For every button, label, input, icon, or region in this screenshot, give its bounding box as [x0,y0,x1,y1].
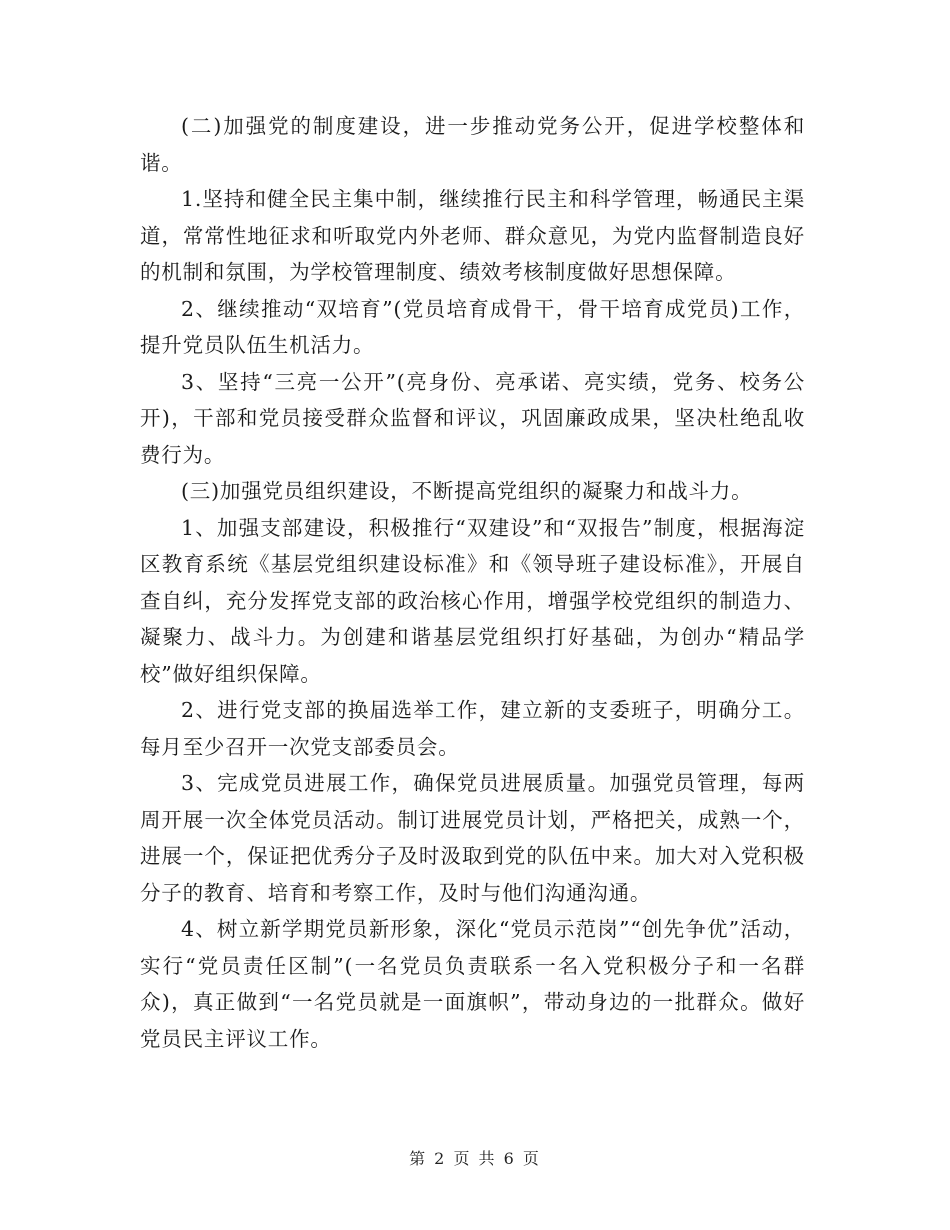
paragraph-item-2: 2、继续推动“双培育”(党员培育成骨干，骨干培育成党员)工作，提升党员队伍生机活力。 [140,296,805,357]
paragraph-item-4: 4、树立新学期党员新形象，深化“党员示范岗”“创先争优”活动，实行“党员责任区制”(一名党员负责联系一名入党积极分子和一名群众)，真正做到“一名党员就是一面旗帜”，带动身边的一批群众。做好党员民主评议工作。 [140,917,805,1051]
paragraph-item-1: 1、加强支部建设，积极推行“双建设”和“双报告”制度，根据海淀区教育系统《基层党组织建设标准》和《领导班子建设标准》，开展自查自纠，充分发挥党支部的政治核心作用，增强学校党组织的制造力、凝聚力、战斗力。为创建和谐基层党组织打好基础，为创办“精品学校”做好组织保障。 [140,515,805,686]
paragraph-item-2: 2、进行党支部的换届选举工作，建立新的支委班子，明确分工。每月至少召开一次党支部委员会。 [140,698,805,759]
section-heading-2: (二)加强党的制度建设，进一步推动党务公开，促进学校整体和谐。 [140,114,805,175]
page-number-footer: 第 2 页 共 6 页 [409,1149,541,1168]
section-heading-3: (三)加强党员组织建设，不断提高党组织的凝聚力和战斗力。 [181,479,753,503]
paragraph-item-3: 3、坚持“三亮一公开”(亮身份、亮承诺、亮实绩，党务、校务公开)，干部和党员接受群众监督和评议，巩固廉政成果，坚决杜绝乱收费行为。 [140,369,805,467]
document-body [140,108,805,1057]
paragraph-item-1: 1.坚持和健全民主集中制，继续推行民主和科学管理，畅通民主渠道，常常性地征求和听取党内外老师、群众意见，为党内监督制造良好的机制和氛围，为学校管理制度、绩效考核制度做好思想保障。 [140,187,805,284]
paragraph-item-3: 3、完成党员进展工作，确保党员进展质量。加强党员管理，每两周开展一次全体党员活动。制订进展党员计划，严格把关，成熟一个，进展一个，保证把优秀分子及时汲取到党的队伍中来。加大对入党积极分子的教育、培育和考察工作，及时与他们沟通沟通。 [140,771,805,905]
